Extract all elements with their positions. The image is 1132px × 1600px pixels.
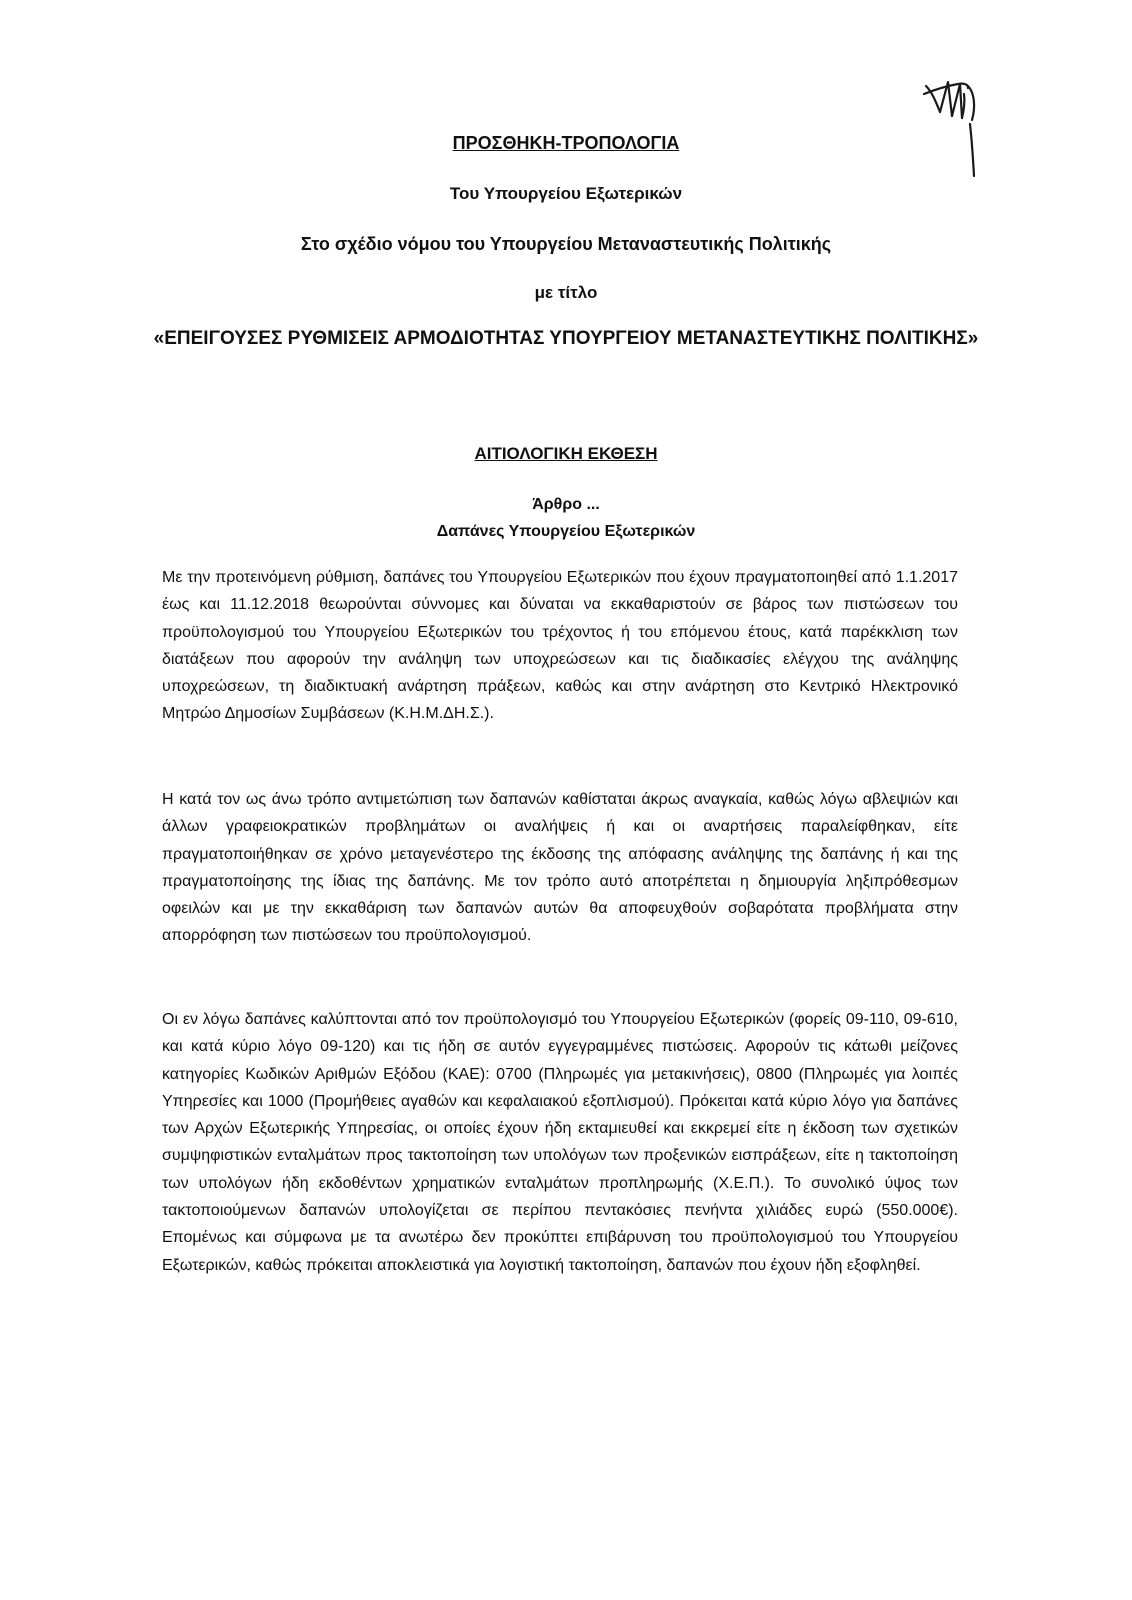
handwritten-signature — [918, 72, 988, 182]
ministry-line: Του Υπουργείου Εξωτερικών — [449, 184, 683, 203]
document-type-heading: ΠΡΟΣΘΗΚΗ-ΤΡΟΠΟΛΟΓΙΑ — [452, 133, 680, 153]
paragraph-2-block — [162, 786, 958, 950]
paragraph-3-block — [162, 1006, 958, 1279]
article-title: Δαπάνες Υπουργείου Εξωτερικών — [436, 523, 696, 540]
paragraph-1: Με την προτεινόμενη ρύθμιση, δαπάνες του Υπουργείου Εξωτερικών που έχουν πραγματοποιηθεί από 1.1.2017 έως και 11.12.2018 θεωρούνται σύννομες και δύναται να εκκαθαριστούν σε βάρος των πιστώσεων του προϋπολογισμού του Υπουργείου Εξωτερικών του τρέχοντος ή του επόμενου έτους, κατά παρέκκλιση των διατάξεων που αφορούν την ανάληψη των υποχρεώσεων και τις διαδικασίες ελέγχου της ανάληψης υποχρεώσεων, τη διαδικτυακή ανάρτηση πράξεων, καθώς και στην ανάρτηση στο Κεντρικό Ηλεκτρονικό Μητρώο Δημοσίων Συμβάσεων (Κ.Η.Μ.ΔΗ.Σ.). — [162, 569, 958, 723]
paragraph-3: Οι εν λόγω δαπάνες καλύπτονται από τον προϋπολογισμό του Υπουργείου Εξωτερικών (φορείς 09-110, 09-610, και κατά κύριο λόγο 09-120) και τις ήδη σε αυτόν εγγεγραμμένες πιστώσεις. Αφορούν τις κάτωθι μείζονες κατηγορίες Κωδικών Αριθμών Εξόδου (ΚΑΕ): 0700 (Πληρωμές για μετακινήσεις), 0800 (Πληρωμές για λοιπές Υπηρεσίες και 1000 (Προμήθειες αγαθών και κεφαλαιακού εξοπλισμού). Πρόκειται κατά κύριο λόγο για δαπάνες των Αρχών Εξωτερικής Υπηρεσίας, οι οποίες έχουν ήδη εκταμιευθεί και εκκρεμεί είτε η έκδοση των σχετικών συμψηφιστικών ενταλμάτων προς τακτοποίηση των υπολόγων των προξενικών εισπράξεων, είτε η τακτοποίηση των υπολόγων ήδη εκδοθέντων χρηματικών ενταλμάτων προπληρωμής (Χ.Ε.Π.). Το συνολικό ύψος των τακτοποιούμενων δαπανών υπολογίζεται σε περίπου πεντακόσιες πενήντα χιλιάδες ευρώ (550.000€). Επομένως και σύμφωνα με τα ανωτέρω δεν προκύπτει επιβάρυνση του προϋπολογισμού του Υπουργείου Εξωτερικών, καθώς πρόκειται αποκλειστικά για λογιστική τακτοποίηση, δαπανών που έχουν ήδη εξοφληθεί. — [162, 1011, 958, 1274]
bill-title: «ΕΠΕΙΓΟΥΣΕΣ ΡΥΘΜΙΣΕΙΣ ΑΡΜΟΔΙΟΤΗΤΑΣ ΥΠΟΥΡΓΕΙΟΥ ΜΕΤΑΝΑΣΤΕΥΤΙΚΗΣ ΠΟΛΙΤΙΚΗΣ» — [153, 328, 979, 349]
section-heading: ΑΙΤΙΟΛΟΓΙΚΗ ΕΚΘΕΣΗ — [474, 444, 658, 463]
title-intro: με τίτλο — [534, 283, 598, 302]
paragraph-2: Η κατά τον ως άνω τρόπο αντιμετώπιση των δαπανών καθίσταται άκρως αναγκαία, καθώς λόγω αβλεψιών και άλλων γραφειοκρατικών προβλημάτων οι αναλήψεις ή και οι αναρτήσεις παραλείφθηκαν, είτε πραγματοποιήθηκαν σε χρόνο μεταγενέστερο της έκδοσης της απόφασης ανάληψης της δαπάνης ή και της πραγματοποίησης της ίδιας της δαπάνης. Με τον τρόπο αυτό αποτρέπεται η δημιουργία ληξιπρόθεσμων οφειλών και με την εκκαθάριση των δαπανών αυτών θα αποφευχθούν σοβαρότατα προβλήματα στην απορρόφηση των πιστώσεων του προϋπολογισμού. — [162, 791, 958, 945]
paragraph-1-block — [162, 564, 958, 728]
bill-line: Στο σχέδιο νόμου του Υπουργείου Μεταναστευτικής Πολιτικής — [300, 234, 832, 254]
article-number: Άρθρο ... — [532, 496, 600, 513]
